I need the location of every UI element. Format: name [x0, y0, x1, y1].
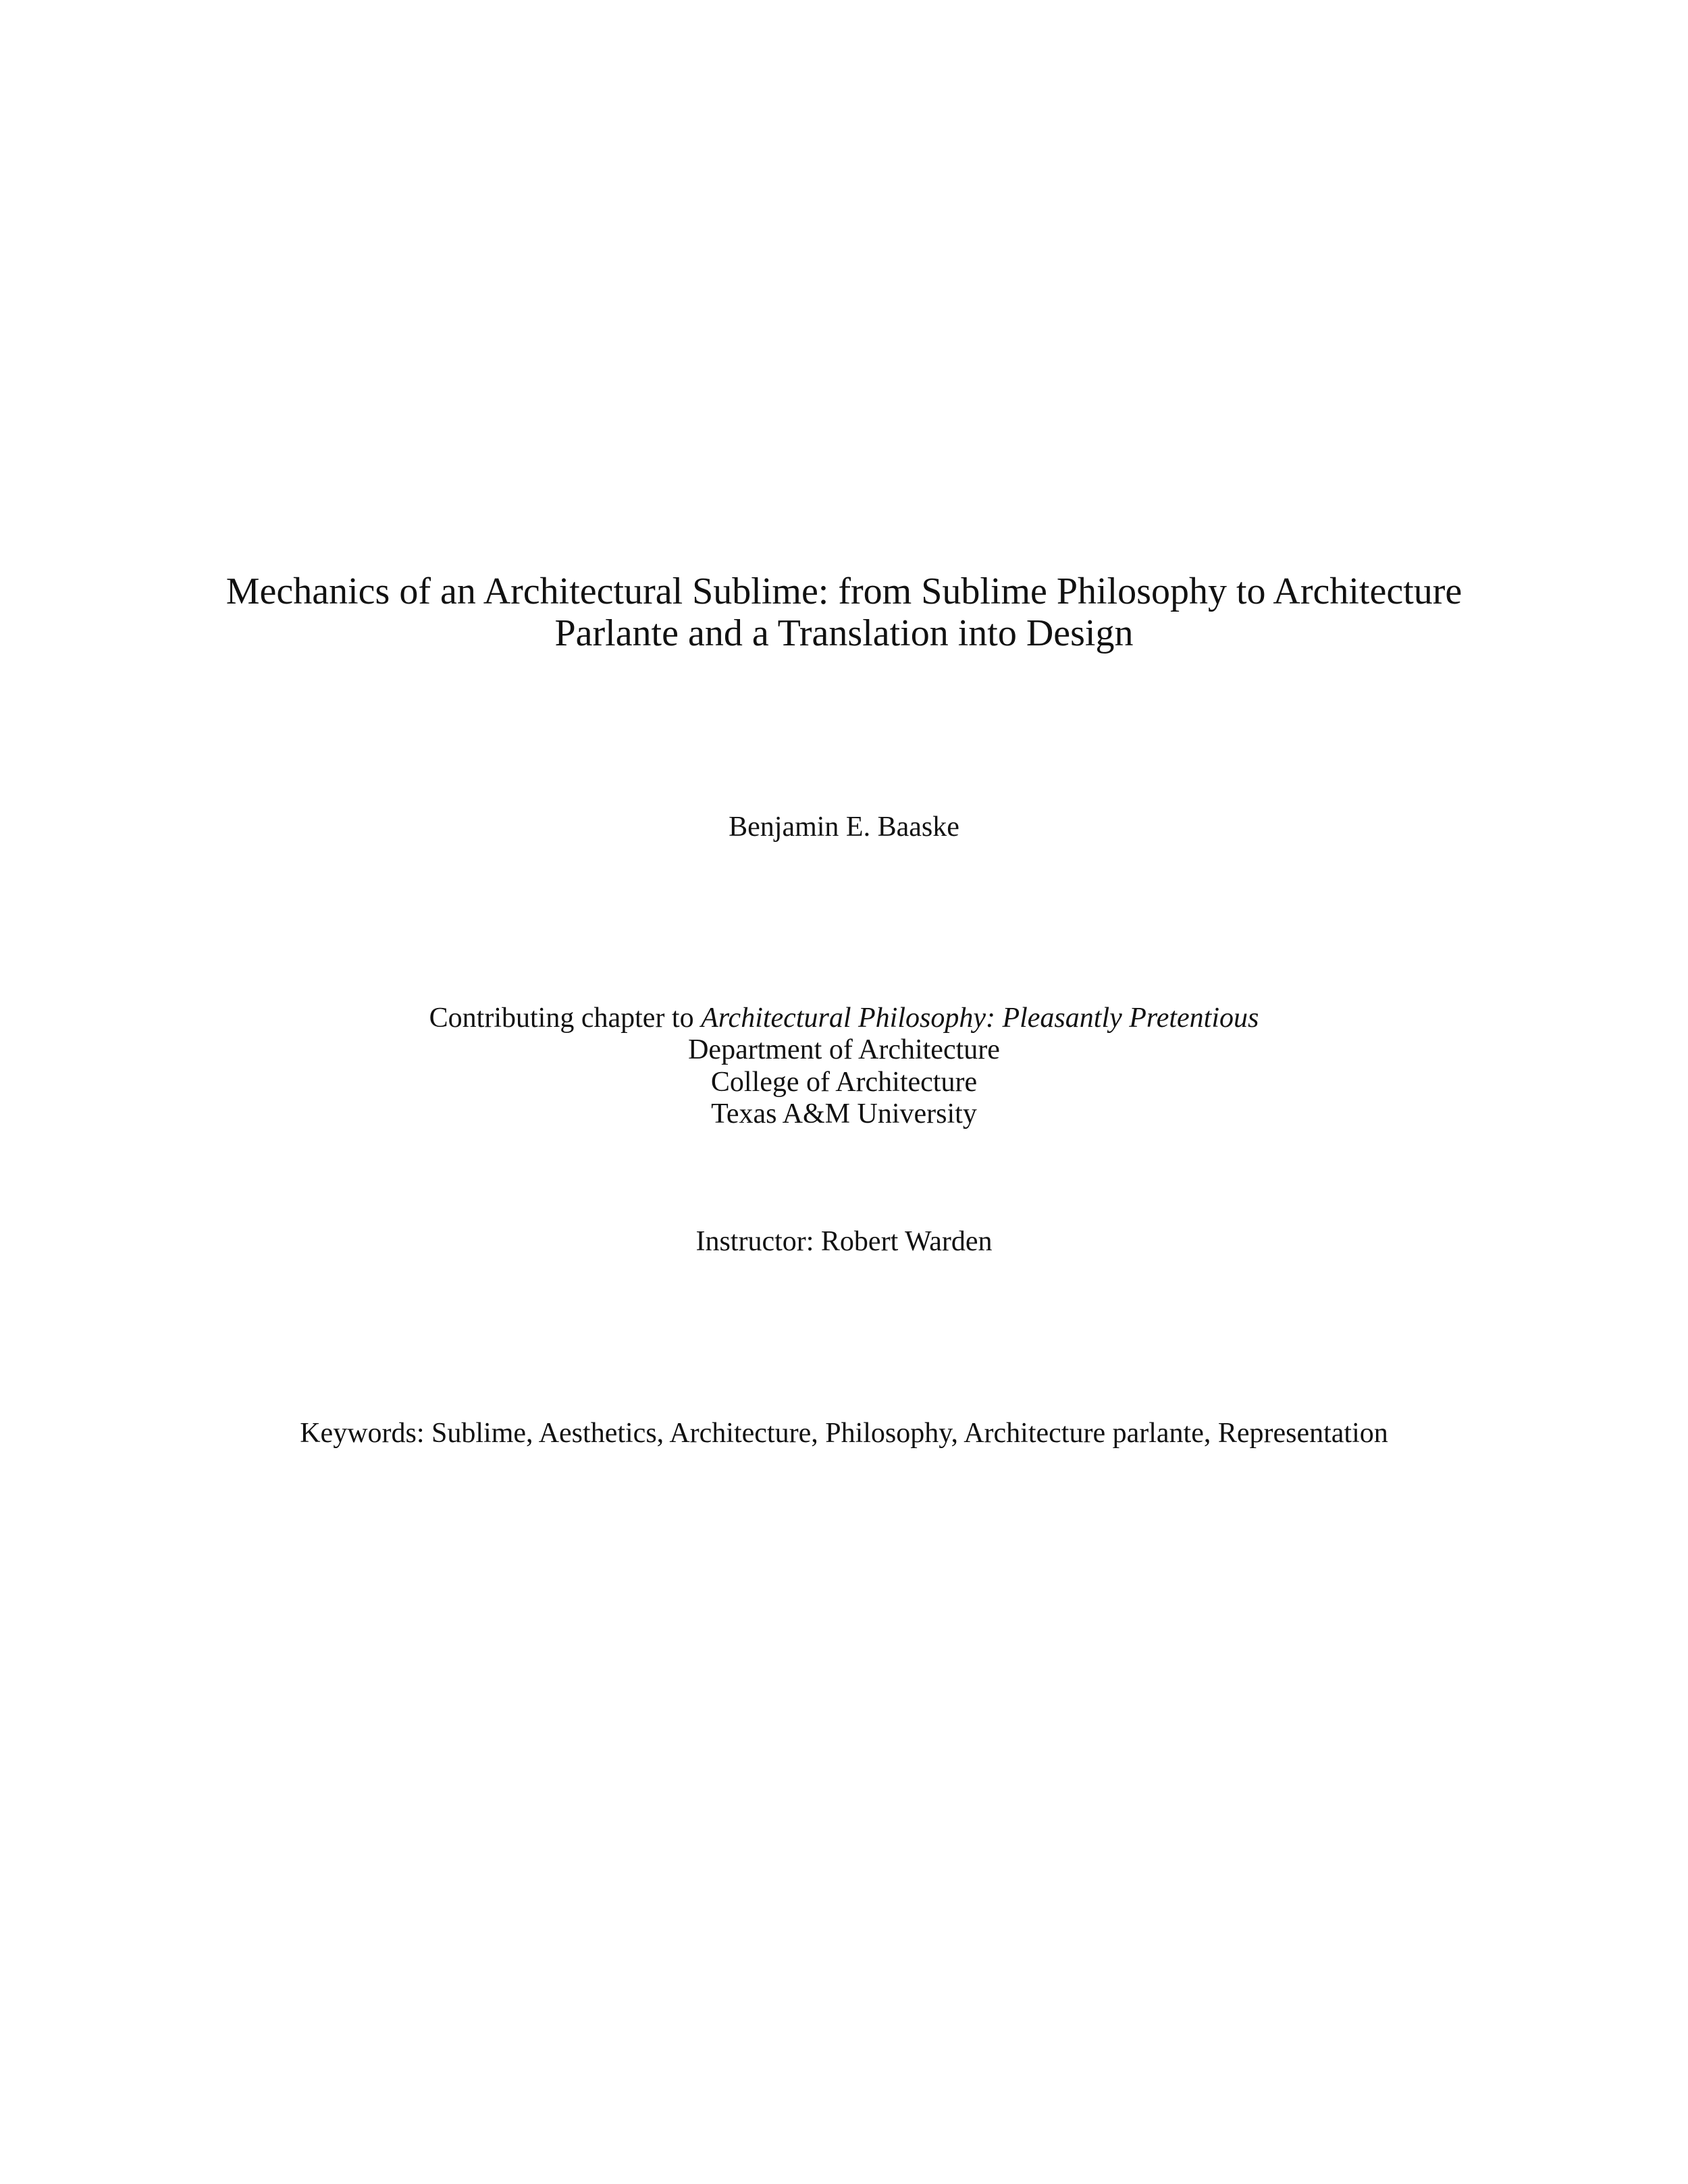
title-line-2: Parlante and a Translation into Design [554, 612, 1134, 654]
university: Texas A&M University [711, 1098, 977, 1129]
title-line-1: Mechanics of an Architectural Sublime: from Sublime Philosophy to Architecture [226, 570, 1462, 612]
author-name: Benjamin E. Baaske [729, 811, 959, 843]
book-title: Architectural Philosophy: Pleasantly Pretentious [701, 1003, 1259, 1034]
contributing-prefix: Contributing chapter to [429, 1003, 702, 1034]
college: College of Architecture [710, 1067, 978, 1098]
department: Department of Architecture [688, 1034, 1000, 1065]
contributing-chapter-line [0, 1004, 1688, 1032]
instructor: Instructor: Robert Warden [695, 1226, 993, 1257]
keywords: Keywords: Sublime, Aesthetics, Architecture, Philosophy, Architecture parlante, Representation [300, 1418, 1388, 1449]
